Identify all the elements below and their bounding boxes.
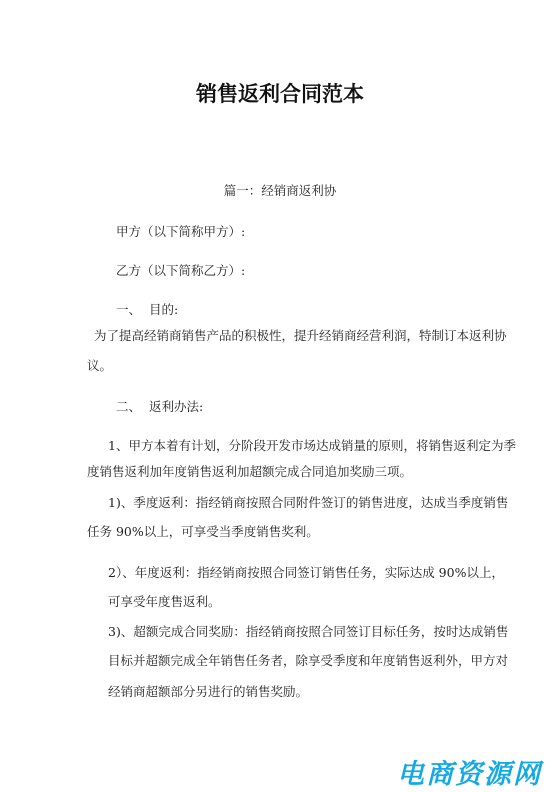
sub2-text-line: 可享受年度售返利。 [108,594,221,609]
document-title: 销售返利合同范本 [196,82,364,106]
party-a-line: 甲方（以下简称甲方）: [116,224,246,239]
item1-text-line: 1、甲方本着有计划，分阶段开发市场达成销量的原则，将销售返利定为季 [108,438,516,453]
sub1-text-line: 任务 90%以上，可享受当季度销售奖利。 [87,524,319,539]
party-b-line: 乙方（以下简称乙方）: [116,263,246,278]
sub1-text-line: 1)、季度返利：指经销商按照合同附件签订的销售进度，达成当季度销售 [108,495,509,510]
item1-text-line: 度销售返利加年度销售返利加超额完成合同追加奖励三项。 [87,464,413,479]
sub3-text-line: 目标并超额完成全年销售任务者，除享受季度和年度销售返利外，甲方对 [108,653,509,668]
section2-heading: 二、 返利办法: [116,399,204,414]
watermark-logo: 电商资源网 [397,759,542,790]
document-subtitle: 篇一：经销商返利协 [223,183,337,198]
sub2-text-line: 2）、年度返利：指经销商按照合同签订销售任务，实际达成 90%以上， [108,565,504,580]
sub3-text-line: 3)、超额完成合同奖励：指经销商按照合同签订目标任务，按时达成销售 [108,624,509,639]
section1-text-line: 为了提高经销商销售产品的积极性，提升经销商经营利润，特制订本返利协 [94,328,507,343]
section1-text-line: 议。 [87,358,113,373]
sub3-text-line: 经销商超额部分另进行的销售奖励。 [108,684,309,699]
section1-heading: 一、 目的: [116,302,179,317]
